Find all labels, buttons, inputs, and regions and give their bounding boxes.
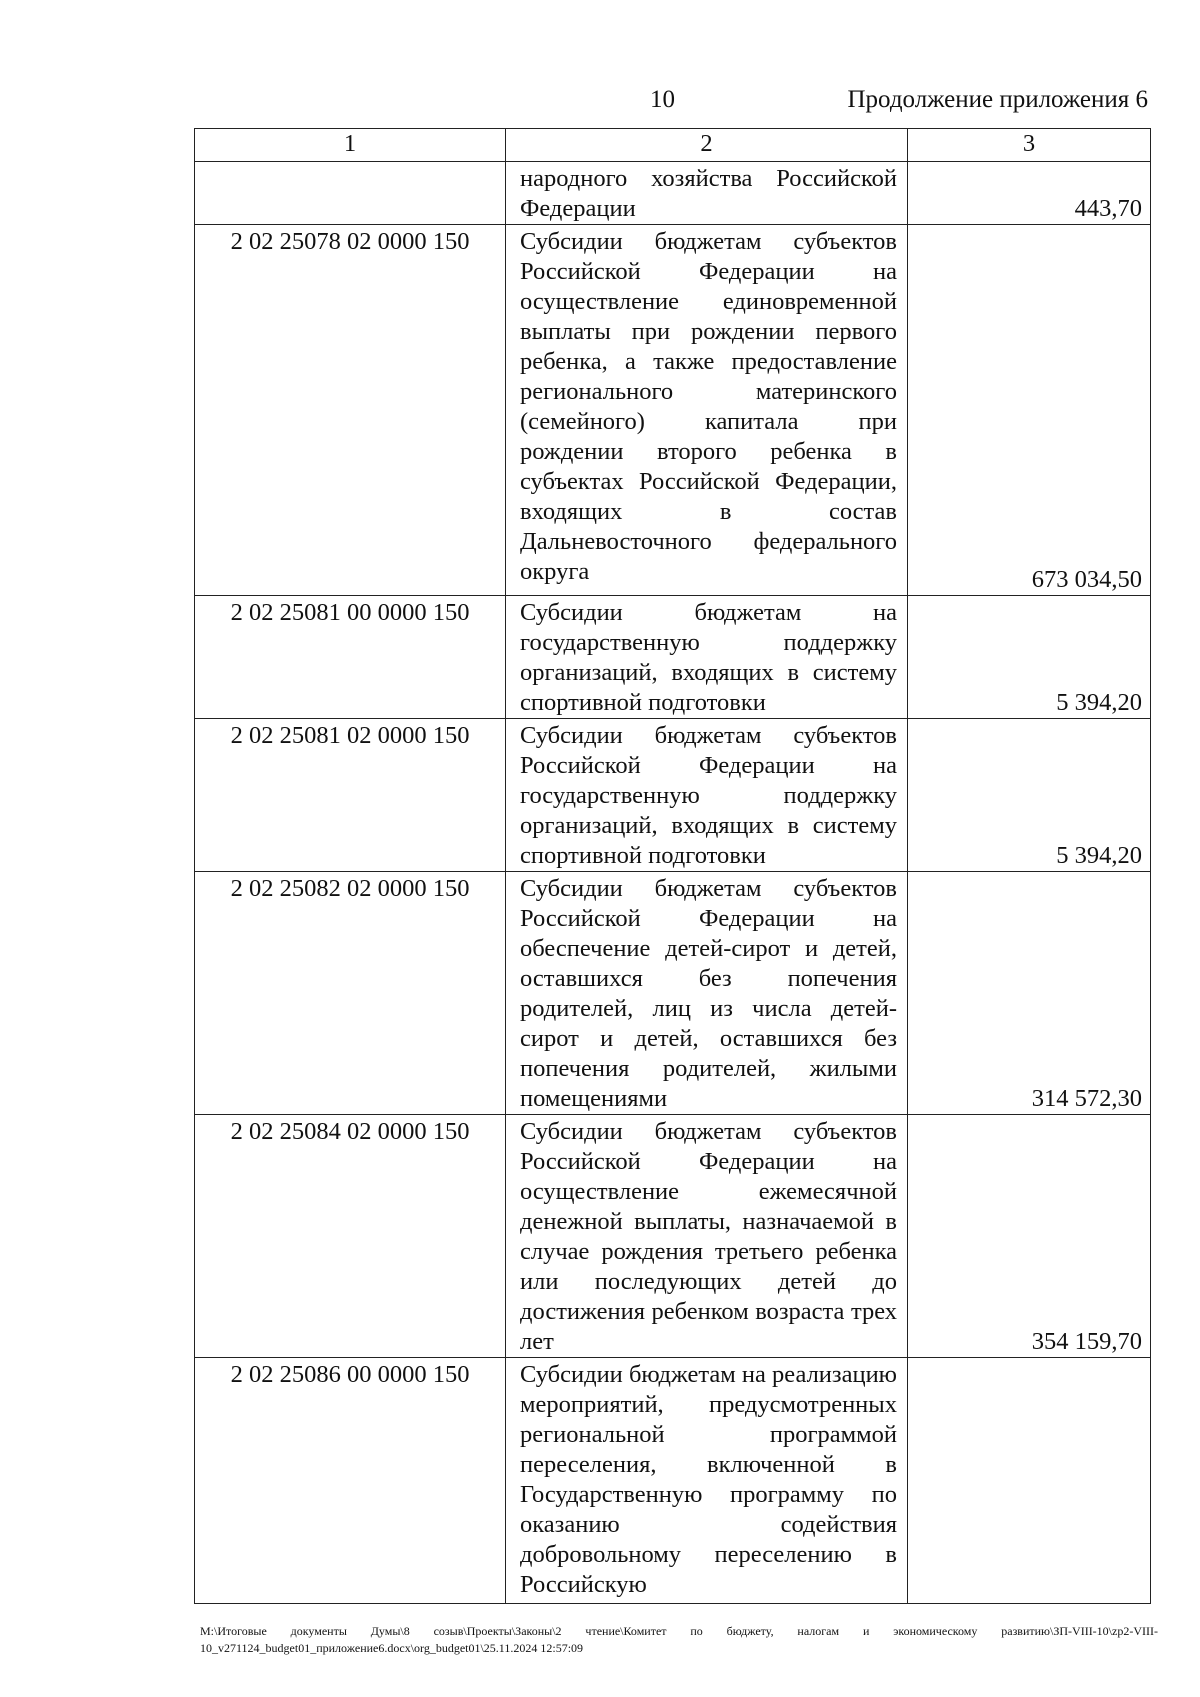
table-row [195,872,1151,1115]
income-code: 2 02 25084 02 0000 150 [195,1115,506,1358]
income-amount: 5 394,20 [908,719,1151,872]
income-description: Субсидии бюджетам субъектов Российской Федерации на осуществление единовременной выплаты при рождении первого ребенка, а также предоставление регионального материнского (семейного) капитала при рождении второго ребенка в субъектах Российской Федерации, входящих в состав Дальневосточного федерального округа [506,225,908,596]
table-row [195,596,1151,719]
table-row [195,225,1151,596]
income-amount: 443,70 [908,162,1151,225]
income-amount: 314 572,30 [908,872,1151,1115]
income-code: 2 02 25078 02 0000 150 [195,225,506,596]
income-description: Субсидии бюджетам субъектов Российской Федерации на осуществление ежемесячной денежной выплаты, назначаемой в случае рождения третьего ребенка или последующих детей до достижения ребенком возраста трех лет [506,1115,908,1358]
income-amount: 673 034,50 [908,225,1151,596]
file-path-footer: M:\Итоговые документы Думы\8 созыв\Проекты\Законы\2 чтение\Комитет по бюджету, налогам и экономическому развитию\ЗП-VIII-10\zp2-VIII-10_v271124_budget01_приложение6.docx\org_budget01\25.11.2024 12:57:09 [200,1624,1158,1655]
income-code [195,162,506,225]
income-amount [908,1358,1151,1604]
column-header: 2 [506,129,908,162]
budget-table [194,128,1151,1604]
income-description: Субсидии бюджетам на государственную поддержку организаций, входящих в систему спортивной подготовки [506,596,908,719]
income-amount: 354 159,70 [908,1115,1151,1358]
income-description: Субсидии бюджетам субъектов Российской Федерации на государственную поддержку организаций, входящих в систему спортивной подготовки [506,719,908,872]
income-code: 2 02 25086 00 0000 150 [195,1358,506,1604]
column-header: 1 [195,129,506,162]
table-header-row [195,129,1151,162]
income-description: Субсидии бюджетам субъектов Российской Федерации на обеспечение детей-сирот и детей, оставшихся без попечения родителей, лиц из числа детей-сирот и детей, оставшихся без попечения родителей, жилыми помещениями [506,872,908,1115]
table-row [195,162,1151,225]
income-description: народного хозяйства Российской Федерации [506,162,908,225]
income-code: 2 02 25082 02 0000 150 [195,872,506,1115]
income-amount: 5 394,20 [908,596,1151,719]
income-code: 2 02 25081 00 0000 150 [195,596,506,719]
continuation-label: Продолжение приложения 6 [847,86,1148,113]
income-code: 2 02 25081 02 0000 150 [195,719,506,872]
table-row [195,1358,1151,1604]
column-header: 3 [908,129,1151,162]
income-description: Субсидии бюджетам на реализацию мероприятий, предусмотренных региональной программой переселения, включенной в Государственную программу по оказанию содействия добровольному переселению в Российскую [506,1358,908,1604]
page-number: 10 [650,86,675,113]
table-row [195,1115,1151,1358]
table-row [195,719,1151,872]
